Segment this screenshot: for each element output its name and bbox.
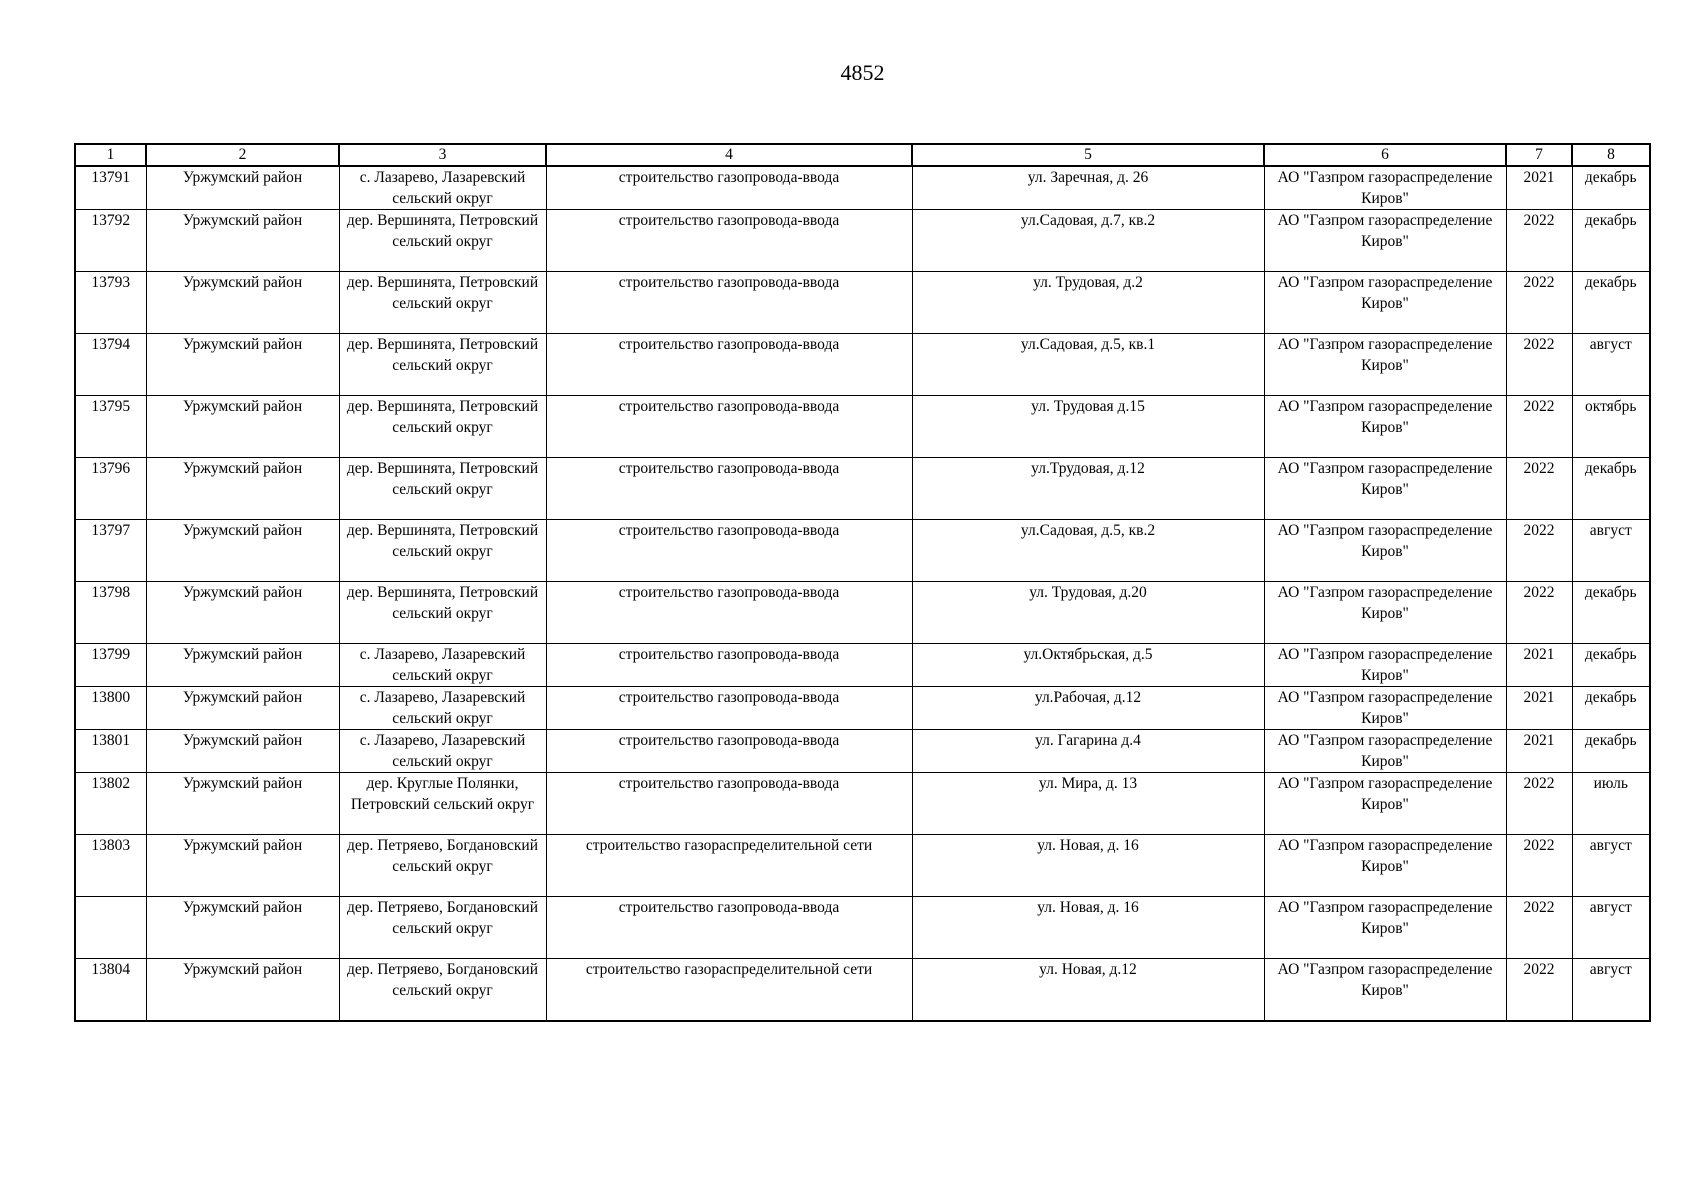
address-cell: ул. Гагарина д.4 xyxy=(912,730,1264,773)
work-type-cell: строительство газопровода-ввода xyxy=(546,210,912,272)
district-cell: Уржумский район xyxy=(146,959,339,1022)
address-cell: ул.Октябрьская, д.5 xyxy=(912,644,1264,687)
settlement-cell: дер. Вершинята, Петровский сельский округ xyxy=(339,582,546,644)
settlement-cell: с. Лазарево, Лазаревский сельский округ xyxy=(339,687,546,730)
row-number-cell: 13803 xyxy=(75,835,146,897)
address-cell: ул. Трудовая д.15 xyxy=(912,396,1264,458)
organization-cell: АО "Газпром газораспределение Киров" xyxy=(1264,396,1506,458)
settlement-cell: дер. Вершинята, Петровский сельский округ xyxy=(339,458,546,520)
row-number-cell: 13791 xyxy=(75,166,146,210)
settlement-cell: дер. Петряево, Богдановский сельский округ xyxy=(339,897,546,959)
month-cell: август xyxy=(1572,520,1650,582)
organization-cell: АО "Газпром газораспределение Киров" xyxy=(1264,458,1506,520)
settlement-cell: дер. Петряево, Богдановский сельский округ xyxy=(339,835,546,897)
row-number-cell: 13792 xyxy=(75,210,146,272)
work-type-cell: строительство газораспределительной сети xyxy=(546,959,912,1022)
table-row xyxy=(75,897,1650,959)
column-header: 5 xyxy=(912,144,1264,166)
year-cell: 2021 xyxy=(1506,166,1572,210)
work-type-cell: строительство газопровода-ввода xyxy=(546,730,912,773)
table-row xyxy=(75,166,1650,210)
column-header: 1 xyxy=(75,144,146,166)
row-number-cell: 13802 xyxy=(75,773,146,835)
column-header: 8 xyxy=(1572,144,1650,166)
table-row xyxy=(75,458,1650,520)
settlement-cell: дер. Круглые Полянки, Петровский сельский округ xyxy=(339,773,546,835)
district-cell: Уржумский район xyxy=(146,730,339,773)
month-cell: август xyxy=(1572,835,1650,897)
year-cell: 2022 xyxy=(1506,582,1572,644)
row-number-cell: 13794 xyxy=(75,334,146,396)
table-row xyxy=(75,773,1650,835)
organization-cell: АО "Газпром газораспределение Киров" xyxy=(1264,687,1506,730)
district-cell: Уржумский район xyxy=(146,582,339,644)
organization-cell: АО "Газпром газораспределение Киров" xyxy=(1264,210,1506,272)
table-row xyxy=(75,396,1650,458)
table-row xyxy=(75,644,1650,687)
month-cell: декабрь xyxy=(1572,730,1650,773)
row-number-cell: 13796 xyxy=(75,458,146,520)
district-cell: Уржумский район xyxy=(146,520,339,582)
table-row xyxy=(75,520,1650,582)
work-type-cell: строительство газопровода-ввода xyxy=(546,166,912,210)
work-type-cell: строительство газопровода-ввода xyxy=(546,644,912,687)
month-cell: август xyxy=(1572,959,1650,1022)
organization-cell: АО "Газпром газораспределение Киров" xyxy=(1264,582,1506,644)
month-cell: июль xyxy=(1572,773,1650,835)
row-number-cell: 13793 xyxy=(75,272,146,334)
year-cell: 2022 xyxy=(1506,520,1572,582)
work-type-cell: строительство газопровода-ввода xyxy=(546,582,912,644)
settlement-cell: дер. Вершинята, Петровский сельский округ xyxy=(339,334,546,396)
table-row xyxy=(75,210,1650,272)
district-cell: Уржумский район xyxy=(146,835,339,897)
address-cell: ул.Садовая, д.7, кв.2 xyxy=(912,210,1264,272)
year-cell: 2022 xyxy=(1506,773,1572,835)
district-cell: Уржумский район xyxy=(146,210,339,272)
month-cell: декабрь xyxy=(1572,644,1650,687)
settlement-cell: дер. Вершинята, Петровский сельский округ xyxy=(339,520,546,582)
settlement-cell: дер. Вершинята, Петровский сельский округ xyxy=(339,210,546,272)
year-cell: 2021 xyxy=(1506,644,1572,687)
address-cell: ул. Новая, д.12 xyxy=(912,959,1264,1022)
district-cell: Уржумский район xyxy=(146,458,339,520)
work-type-cell: строительство газопровода-ввода xyxy=(546,520,912,582)
organization-cell: АО "Газпром газораспределение Киров" xyxy=(1264,644,1506,687)
row-number-cell: 13800 xyxy=(75,687,146,730)
year-cell: 2021 xyxy=(1506,687,1572,730)
organization-cell: АО "Газпром газораспределение Киров" xyxy=(1264,773,1506,835)
row-number-cell xyxy=(75,897,146,959)
address-cell: ул.Трудовая, д.12 xyxy=(912,458,1264,520)
month-cell: декабрь xyxy=(1572,272,1650,334)
organization-cell: АО "Газпром газораспределение Киров" xyxy=(1264,166,1506,210)
month-cell: август xyxy=(1572,334,1650,396)
table-row xyxy=(75,959,1650,1022)
month-cell: декабрь xyxy=(1572,458,1650,520)
column-header: 2 xyxy=(146,144,339,166)
year-cell: 2022 xyxy=(1506,458,1572,520)
organization-cell: АО "Газпром газораспределение Киров" xyxy=(1264,959,1506,1022)
table-row xyxy=(75,272,1650,334)
work-type-cell: строительство газопровода-ввода xyxy=(546,687,912,730)
work-type-cell: строительство газопровода-ввода xyxy=(546,897,912,959)
organization-cell: АО "Газпром газораспределение Киров" xyxy=(1264,730,1506,773)
district-cell: Уржумский район xyxy=(146,897,339,959)
year-cell: 2022 xyxy=(1506,396,1572,458)
district-cell: Уржумский район xyxy=(146,334,339,396)
address-cell: ул.Садовая, д.5, кв.1 xyxy=(912,334,1264,396)
column-header: 6 xyxy=(1264,144,1506,166)
row-number-cell: 13801 xyxy=(75,730,146,773)
address-cell: ул. Трудовая, д.20 xyxy=(912,582,1264,644)
district-cell: Уржумский район xyxy=(146,166,339,210)
table-row xyxy=(75,582,1650,644)
row-number-cell: 13799 xyxy=(75,644,146,687)
settlement-cell: с. Лазарево, Лазаревский сельский округ xyxy=(339,730,546,773)
column-header: 4 xyxy=(546,144,912,166)
year-cell: 2022 xyxy=(1506,897,1572,959)
address-cell: ул. Трудовая, д.2 xyxy=(912,272,1264,334)
table-row xyxy=(75,835,1650,897)
year-cell: 2022 xyxy=(1506,210,1572,272)
month-cell: декабрь xyxy=(1572,687,1650,730)
organization-cell: АО "Газпром газораспределение Киров" xyxy=(1264,835,1506,897)
table-body xyxy=(75,166,1650,1021)
year-cell: 2022 xyxy=(1506,835,1572,897)
district-cell: Уржумский район xyxy=(146,644,339,687)
month-cell: декабрь xyxy=(1572,582,1650,644)
address-cell: ул. Мира, д. 13 xyxy=(912,773,1264,835)
district-cell: Уржумский район xyxy=(146,773,339,835)
address-cell: ул. Новая, д. 16 xyxy=(912,897,1264,959)
column-header: 7 xyxy=(1506,144,1572,166)
district-cell: Уржумский район xyxy=(146,687,339,730)
year-cell: 2022 xyxy=(1506,959,1572,1022)
work-type-cell: строительство газораспределительной сети xyxy=(546,835,912,897)
work-type-cell: строительство газопровода-ввода xyxy=(546,334,912,396)
work-type-cell: строительство газопровода-ввода xyxy=(546,773,912,835)
address-cell: ул.Садовая, д.5, кв.2 xyxy=(912,520,1264,582)
month-cell: октябрь xyxy=(1572,396,1650,458)
settlement-cell: дер. Вершинята, Петровский сельский округ xyxy=(339,272,546,334)
address-cell: ул.Рабочая, д.12 xyxy=(912,687,1264,730)
settlement-cell: с. Лазарево, Лазаревский сельский округ xyxy=(339,644,546,687)
table-row xyxy=(75,730,1650,773)
table-row xyxy=(75,334,1650,396)
row-number-cell: 13798 xyxy=(75,582,146,644)
work-type-cell: строительство газопровода-ввода xyxy=(546,272,912,334)
row-number-cell: 13795 xyxy=(75,396,146,458)
address-cell: ул. Новая, д. 16 xyxy=(912,835,1264,897)
settlement-cell: с. Лазарево, Лазаревский сельский округ xyxy=(339,166,546,210)
page-number: 4852 xyxy=(840,60,885,85)
column-numbers-row xyxy=(75,144,1650,166)
settlement-cell: дер. Петряево, Богдановский сельский округ xyxy=(339,959,546,1022)
month-cell: декабрь xyxy=(1572,210,1650,272)
year-cell: 2022 xyxy=(1506,272,1572,334)
month-cell: август xyxy=(1572,897,1650,959)
organization-cell: АО "Газпром газораспределение Киров" xyxy=(1264,520,1506,582)
work-type-cell: строительство газопровода-ввода xyxy=(546,396,912,458)
organization-cell: АО "Газпром газораспределение Киров" xyxy=(1264,334,1506,396)
table-row xyxy=(75,687,1650,730)
column-header: 3 xyxy=(339,144,546,166)
data-table xyxy=(74,143,1651,1022)
district-cell: Уржумский район xyxy=(146,272,339,334)
settlement-cell: дер. Вершинята, Петровский сельский округ xyxy=(339,396,546,458)
row-number-cell: 13797 xyxy=(75,520,146,582)
row-number-cell: 13804 xyxy=(75,959,146,1022)
organization-cell: АО "Газпром газораспределение Киров" xyxy=(1264,272,1506,334)
organization-cell: АО "Газпром газораспределение Киров" xyxy=(1264,897,1506,959)
district-cell: Уржумский район xyxy=(146,396,339,458)
year-cell: 2022 xyxy=(1506,334,1572,396)
address-cell: ул. Заречная, д. 26 xyxy=(912,166,1264,210)
year-cell: 2021 xyxy=(1506,730,1572,773)
work-type-cell: строительство газопровода-ввода xyxy=(546,458,912,520)
month-cell: декабрь xyxy=(1572,166,1650,210)
